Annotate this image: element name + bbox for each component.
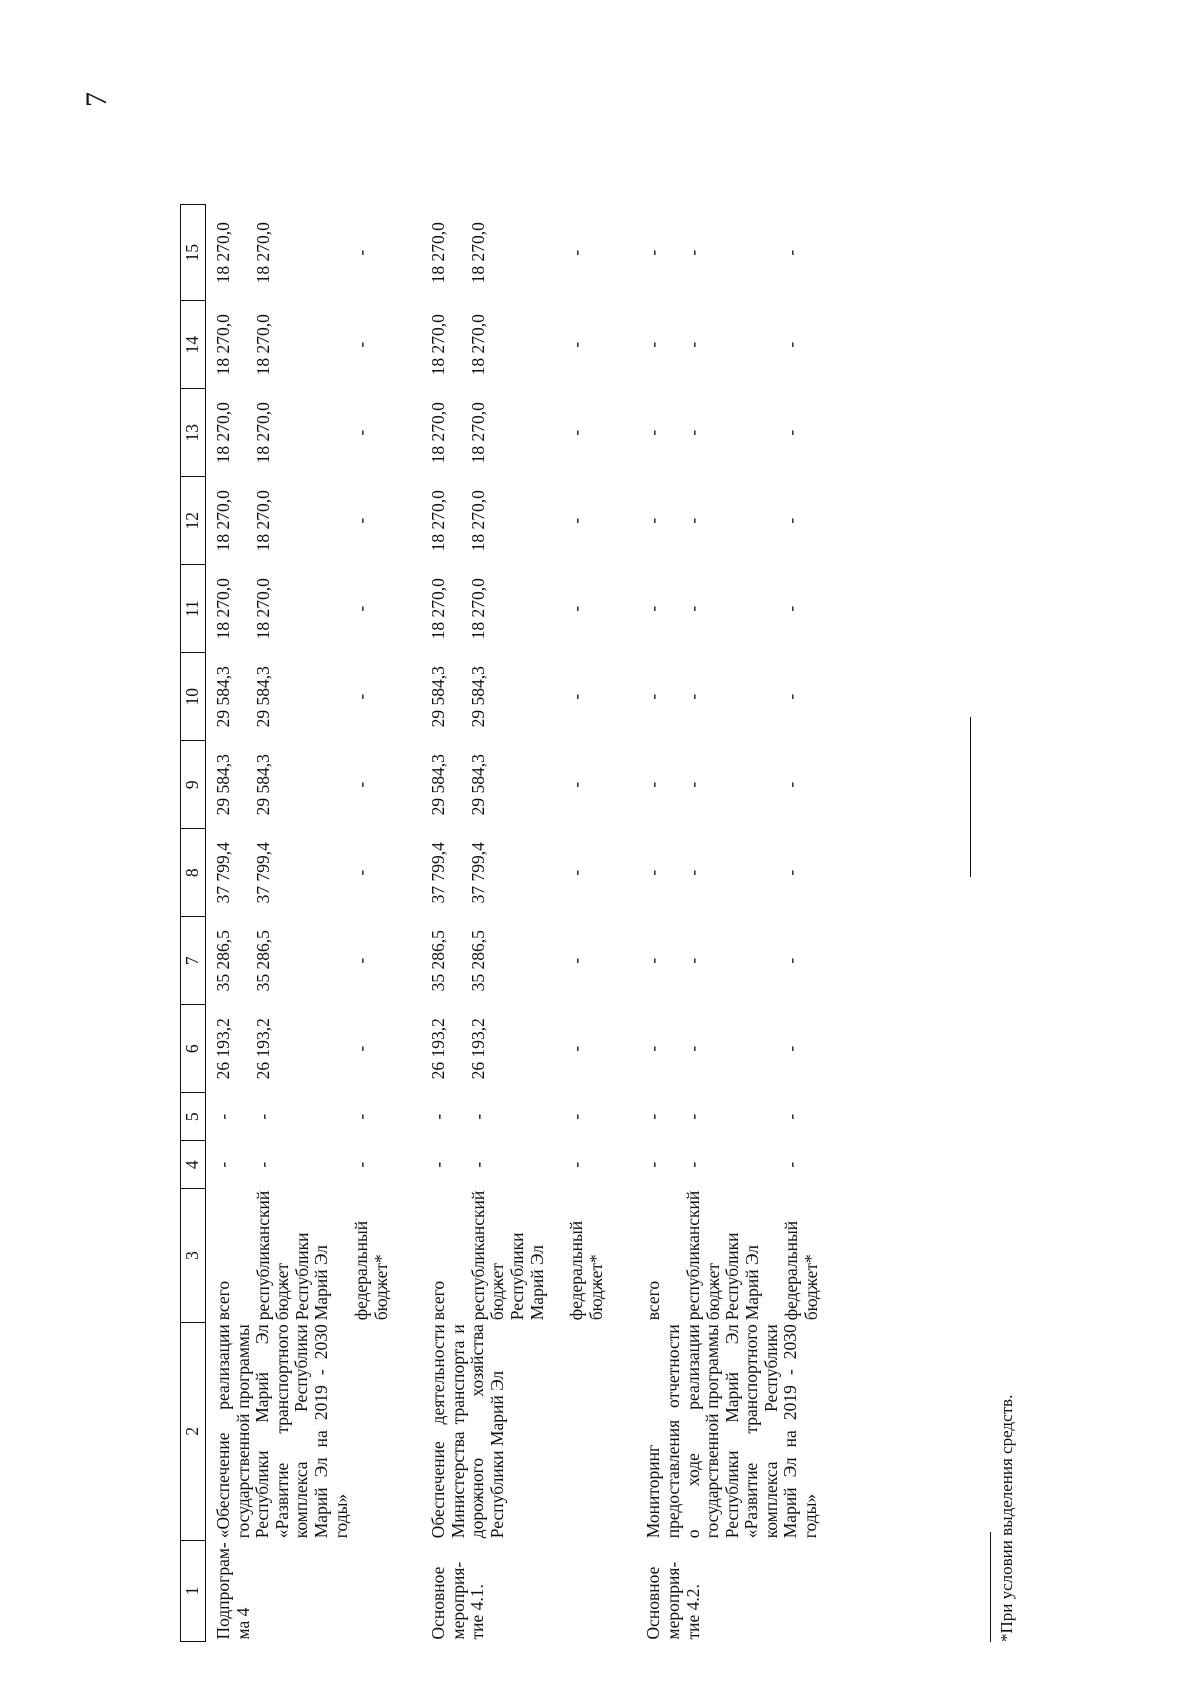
value-cell: 35 286,5 [213, 930, 233, 992]
value-cell: 18 270,0 [428, 490, 449, 552]
row-title: Основное мероприя-тие 4.2. [643, 1561, 703, 1640]
value-cell: 18 270,0 [428, 222, 449, 284]
value-cell: 18 270,0 [467, 402, 488, 464]
funding-source: всего [213, 1280, 233, 1321]
value-cell: - [350, 517, 371, 524]
value-cell: - [350, 1161, 371, 1168]
value-cell: - [682, 781, 703, 788]
value-cell: - [781, 1045, 802, 1052]
value-cell: - [682, 1113, 703, 1120]
table-row [421, 205, 461, 1642]
value-cell: 18 270,0 [428, 402, 449, 464]
value-cell: - [781, 517, 802, 524]
value-cell: - [467, 1161, 488, 1168]
value-cell: - [428, 1113, 449, 1120]
table-header-row [181, 205, 206, 1642]
column-header: 10 [181, 653, 206, 741]
value-cell: - [566, 517, 587, 524]
value-cell: 35 286,5 [428, 930, 449, 992]
footnote: *При условии выделения средств. [997, 1394, 1016, 1642]
value-cell: 18 270,0 [213, 402, 233, 464]
value-cell: - [350, 781, 371, 788]
value-cell: - [781, 1161, 802, 1168]
value-cell: - [781, 429, 802, 436]
column-header: 14 [181, 301, 206, 389]
value-cell: 37 799,4 [213, 842, 233, 904]
value-cell: - [643, 1045, 664, 1052]
value-cell: 18 270,0 [252, 578, 273, 640]
value-cell: - [682, 1161, 703, 1168]
value-cell: - [566, 249, 587, 256]
value-cell: - [682, 1045, 703, 1052]
value-cell: 18 270,0 [428, 578, 449, 640]
value-cell: 37 799,4 [428, 842, 449, 904]
value-cell: 29 584,3 [252, 666, 273, 728]
value-cell: - [252, 1113, 273, 1120]
value-cell: 35 286,5 [252, 930, 273, 992]
value-cell: 18 270,0 [428, 314, 449, 376]
row-separator [618, 205, 636, 1642]
table-row [206, 205, 246, 1642]
column-header: 3 [181, 1189, 206, 1323]
row-description: «Обеспечение реализации государственной программы Республики Марий Эл «Развитие транспортного комплекса Республики Марий Эл на 2019 - 2030 годы» [213, 1324, 351, 1539]
value-cell: - [566, 781, 587, 788]
column-header: 6 [181, 1005, 206, 1093]
column-header: 7 [181, 917, 206, 1005]
divider-rule [970, 717, 971, 877]
value-cell: 18 270,0 [467, 578, 488, 640]
column-header: 1 [181, 1540, 206, 1641]
value-cell: - [566, 605, 587, 612]
value-cell: - [682, 605, 703, 612]
value-cell: - [781, 869, 802, 876]
funding-source: республиканский бюджет Республики Марий Эл [252, 1190, 332, 1321]
value-cell: - [781, 1113, 802, 1120]
value-cell: 18 270,0 [252, 402, 273, 464]
value-cell: - [682, 517, 703, 524]
value-cell: - [350, 957, 371, 964]
value-cell: - [643, 341, 664, 348]
row-description: Мониторинг предоставления отчетности о ходе реализации государственной программы Республики Марий Эл «Развитие транспортного комплекса Республики Марий Эл на 2019 - 2030 годы» [643, 1324, 821, 1539]
value-cell: 29 584,3 [213, 754, 233, 816]
value-cell: - [213, 1161, 233, 1168]
value-cell: - [643, 249, 664, 256]
value-cell: - [566, 429, 587, 436]
value-cell: 26 193,2 [252, 1018, 273, 1080]
value-cell: 18 270,0 [252, 222, 273, 284]
column-header: 8 [181, 829, 206, 917]
value-cell: 18 270,0 [467, 490, 488, 552]
value-cell: - [566, 1113, 587, 1120]
table-body [206, 205, 834, 1642]
table-row [636, 205, 676, 1642]
funding-source: федеральный бюджет* [781, 1220, 821, 1321]
value-cell: 18 270,0 [252, 490, 273, 552]
value-cell: 18 270,0 [213, 578, 233, 640]
value-cell: - [643, 429, 664, 436]
column-header: 5 [181, 1093, 206, 1141]
row-title: Основное мероприя-тие 4.1. [428, 1561, 488, 1640]
value-cell: - [350, 341, 371, 348]
value-cell: 26 193,2 [428, 1018, 449, 1080]
row-title: Подпрограм-ма 4 [213, 1542, 253, 1640]
column-header: 4 [181, 1141, 206, 1189]
footnote-rule [990, 1532, 991, 1642]
value-cell: 26 193,2 [467, 1018, 488, 1080]
value-cell: 18 270,0 [213, 490, 233, 552]
value-cell: - [566, 1161, 587, 1168]
value-cell: - [682, 429, 703, 436]
column-header: 15 [181, 205, 206, 301]
column-header: 12 [181, 477, 206, 565]
value-cell: - [350, 1045, 371, 1052]
value-cell: - [643, 693, 664, 700]
value-cell: - [781, 341, 802, 348]
value-cell: - [213, 1113, 233, 1120]
value-cell: - [350, 693, 371, 700]
funding-source: всего [428, 1280, 449, 1321]
value-cell: - [252, 1161, 273, 1168]
value-cell: - [643, 957, 664, 964]
value-cell: 29 584,3 [467, 666, 488, 728]
value-cell: 18 270,0 [467, 314, 488, 376]
value-cell: - [682, 341, 703, 348]
funding-source: республиканский бюджет Республики Марий Эл [467, 1190, 547, 1321]
value-cell: - [566, 693, 587, 700]
value-cell: - [643, 605, 664, 612]
page-number: 7 [80, 92, 113, 107]
value-cell: 29 584,3 [467, 754, 488, 816]
value-cell: - [643, 1161, 664, 1168]
column-header: 9 [181, 741, 206, 829]
value-cell: - [643, 517, 664, 524]
funding-source: республиканский бюджет Республики Марий Эл [682, 1190, 762, 1321]
value-cell: - [350, 429, 371, 436]
value-cell: 37 799,4 [252, 842, 273, 904]
value-cell: - [566, 1045, 587, 1052]
value-cell: - [781, 605, 802, 612]
value-cell: 26 193,2 [213, 1018, 233, 1080]
value-cell: - [643, 781, 664, 788]
value-cell: - [350, 869, 371, 876]
funding-source: федеральный бюджет* [566, 1220, 606, 1321]
value-cell: - [781, 781, 802, 788]
value-cell: - [428, 1161, 449, 1168]
value-cell: 18 270,0 [213, 314, 233, 376]
value-cell: 29 584,3 [213, 666, 233, 728]
value-cell: 29 584,3 [428, 666, 449, 728]
value-cell: 29 584,3 [252, 754, 273, 816]
value-cell: 18 270,0 [213, 222, 233, 284]
value-cell: - [682, 249, 703, 256]
value-cell: - [781, 249, 802, 256]
value-cell: - [467, 1113, 488, 1120]
value-cell: 18 270,0 [467, 222, 488, 284]
value-cell: - [566, 957, 587, 964]
value-cell: 18 270,0 [252, 314, 273, 376]
funding-source: федеральный бюджет* [350, 1220, 391, 1321]
column-header: 11 [181, 565, 206, 653]
value-cell: 35 286,5 [467, 930, 488, 992]
funding-source: всего [643, 1280, 664, 1321]
value-cell: - [682, 957, 703, 964]
value-cell: - [682, 869, 703, 876]
column-header: 2 [181, 1322, 206, 1540]
column-header: 13 [181, 389, 206, 477]
value-cell: - [781, 957, 802, 964]
value-cell: - [350, 1113, 371, 1120]
value-cell: 37 799,4 [467, 842, 488, 904]
value-cell: - [566, 869, 587, 876]
value-cell: - [643, 1113, 664, 1120]
value-cell: - [682, 693, 703, 700]
value-cell: 29 584,3 [428, 754, 449, 816]
row-separator [403, 205, 421, 1642]
budget-table [180, 204, 833, 1642]
value-cell: - [566, 341, 587, 348]
value-cell: - [350, 249, 371, 256]
row-description: Обеспечение деятельности Министерства транспорта и дорожного хозяйства Республики Марий Эл [428, 1324, 507, 1539]
value-cell: - [781, 693, 802, 700]
value-cell: - [643, 869, 664, 876]
value-cell: - [350, 605, 371, 612]
